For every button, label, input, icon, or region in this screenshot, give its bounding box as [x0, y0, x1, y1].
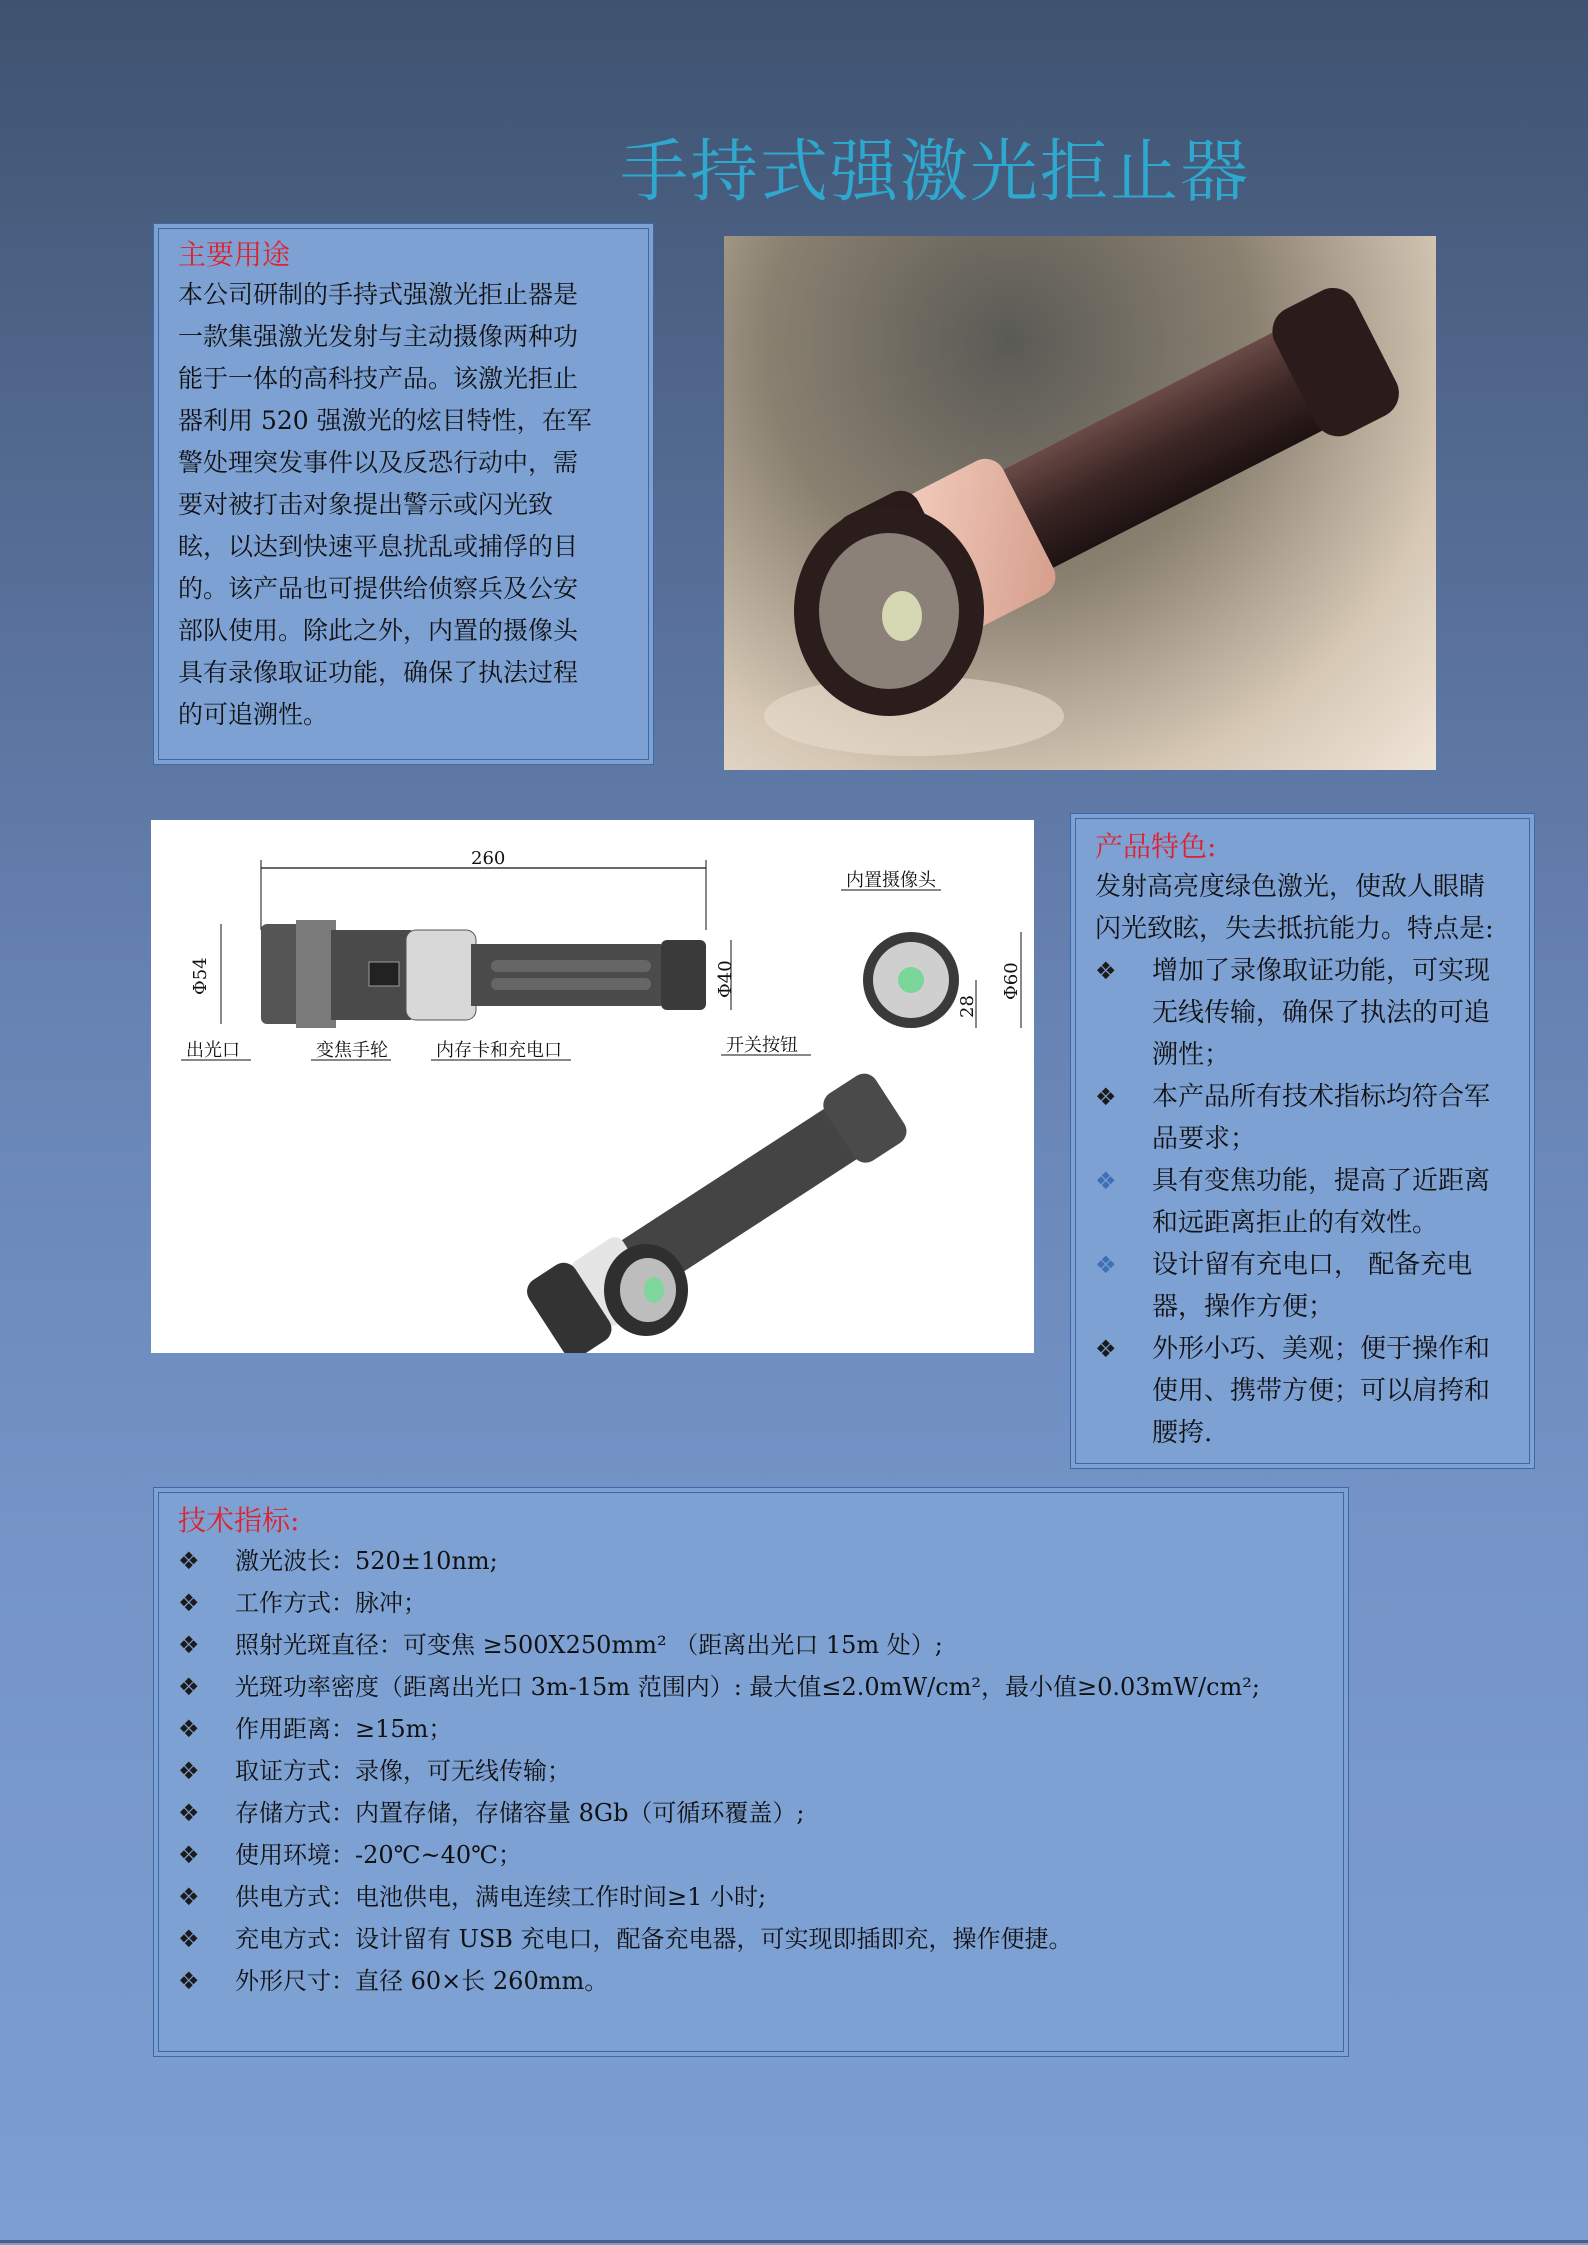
usage-line: 的。该产品也可提供给侦察兵及公安	[178, 574, 579, 603]
dim-d60-label: Φ60	[1001, 962, 1022, 1000]
dimension-drawing	[151, 820, 1034, 1353]
usage-line: 具有录像取证功能，确保了执法过程	[178, 658, 579, 687]
flashlight-photo-image	[724, 236, 1436, 770]
label-camera: 内置摄像头	[846, 870, 936, 891]
diamond-bullet-icon: ❖	[178, 1631, 200, 1659]
feature-item	[1095, 1244, 1512, 1328]
diamond-bullet-icon: ❖	[178, 1799, 200, 1827]
spec-text: 充电方式：设计留有 USB 充电口，配备充电器，可实现即插即充，操作便捷。	[235, 1925, 1073, 1953]
usage-panel	[153, 223, 654, 765]
feature-text: 设计留有充电口， 配备充电器，操作方便；	[1152, 1250, 1473, 1322]
diamond-bullet-icon: ❖	[1095, 1083, 1117, 1111]
dim-length-label: 260	[471, 848, 506, 869]
spec-item	[178, 1960, 1326, 2002]
usage-line: 一款集强激光发射与主动摄像两种功	[178, 322, 579, 351]
spec-item	[178, 1918, 1326, 1960]
usage-body	[178, 274, 635, 736]
label-switch-button: 开关按钮	[726, 1035, 798, 1056]
feature-item	[1095, 1328, 1512, 1454]
label-card-port: 内存卡和充电口	[436, 1040, 562, 1061]
diamond-bullet-icon: ❖	[178, 1967, 200, 1995]
feature-item	[1095, 950, 1512, 1076]
features-intro-line: 闪光致眩，失去抵抗能力。特点是:	[1095, 914, 1494, 944]
label-zoom-wheel: 变焦手轮	[316, 1040, 388, 1061]
spec-text: 光斑功率密度（距离出光口 3m-15m 范围内）: 最大值≤2.0mW/cm²，最小值≥0.03mW/cm²;	[235, 1673, 1260, 1701]
product-photo	[724, 236, 1436, 770]
diamond-bullet-icon: ❖	[1095, 1167, 1117, 1195]
features-panel	[1070, 813, 1535, 1469]
label-outlet: 出光口	[186, 1040, 240, 1061]
spec-text: 存储方式：内置存储，存储容量 8Gb（可循环覆盖）;	[235, 1799, 805, 1827]
specs-heading: 技术指标:	[178, 1504, 300, 1537]
diamond-bullet-icon: ❖	[178, 1715, 200, 1743]
feature-text: 本产品所有技术指标均符合军品要求；	[1152, 1082, 1491, 1154]
diamond-bullet-icon: ❖	[178, 1883, 200, 1911]
dim-d40-label: Φ40	[715, 960, 736, 998]
feature-text: 增加了录像取证功能，可实现无线传输，确保了执法的可追溯性；	[1152, 956, 1491, 1070]
spec-item	[178, 1750, 1326, 1792]
features-intro-line: 发射高亮度绿色激光，使敌人眼睛	[1095, 872, 1486, 902]
page-bottom-line	[0, 2240, 1588, 2243]
usage-heading: 主要用途	[178, 238, 291, 271]
spec-text: 工作方式：脉冲；	[235, 1589, 427, 1617]
diamond-bullet-icon: ❖	[178, 1589, 200, 1617]
diamond-bullet-icon: ❖	[178, 1757, 200, 1785]
spec-text: 供电方式：电池供电，满电连续工作时间≥1 小时;	[235, 1883, 767, 1911]
usage-line: 本公司研制的手持式强激光拒止器是	[178, 280, 579, 309]
features-intro	[1095, 866, 1512, 950]
spec-text: 作用距离：≥15m；	[235, 1715, 453, 1743]
diamond-bullet-icon: ❖	[178, 1841, 200, 1869]
spec-item	[178, 1624, 1326, 1666]
diamond-bullet-icon: ❖	[1095, 1251, 1117, 1279]
page-title: 手持式强激光拒止器	[620, 133, 1251, 212]
dim-d54-label: Φ54	[190, 957, 211, 995]
usage-line: 要对被打击对象提出警示或闪光致	[178, 490, 554, 519]
spec-text: 照射光斑直径：可变焦 ≥500X250mm² （距离出光口 15m 处）;	[235, 1631, 943, 1659]
usage-line: 器利用 520 强激光的炫目特性，在军	[178, 406, 592, 435]
spec-text: 取证方式：录像，可无线传输；	[235, 1757, 571, 1785]
feature-text: 具有变焦功能，提高了近距离和远距离拒止的有效性。	[1152, 1166, 1491, 1238]
spec-item	[178, 1876, 1326, 1918]
technical-drawing	[151, 820, 1034, 1353]
usage-line: 眩，以达到快速平息扰乱或捕俘的目	[178, 532, 579, 561]
spec-item	[178, 1666, 1326, 1708]
usage-line: 警处理突发事件以及反恐行动中，需	[178, 448, 579, 477]
features-heading: 产品特色:	[1095, 830, 1217, 863]
diamond-bullet-icon: ❖	[178, 1673, 200, 1701]
diamond-bullet-icon: ❖	[1095, 957, 1117, 985]
specs-list	[178, 1540, 1326, 2002]
usage-line: 部队使用。除此之外，内置的摄像头	[178, 616, 579, 645]
spec-text: 激光波长：520±10nm;	[235, 1547, 498, 1575]
spec-text: 使用环境：-20℃~40℃；	[235, 1841, 522, 1869]
feature-text: 外形小巧、美观；便于操作和使用、携带方便；可以肩挎和腰挎.	[1152, 1334, 1491, 1448]
spec-item	[178, 1582, 1326, 1624]
features-list	[1095, 950, 1512, 1454]
spec-item	[178, 1708, 1326, 1750]
feature-item	[1095, 1160, 1512, 1244]
spec-text: 外形尺寸：直径 60×长 260mm。	[235, 1967, 609, 1995]
feature-item	[1095, 1076, 1512, 1160]
usage-line: 能于一体的高科技产品。该激光拒止	[178, 364, 579, 393]
dim-28-label: 28	[957, 995, 978, 1018]
diamond-bullet-icon: ❖	[178, 1547, 200, 1575]
spec-item	[178, 1834, 1326, 1876]
spec-item	[178, 1792, 1326, 1834]
diamond-bullet-icon: ❖	[1095, 1335, 1117, 1363]
specs-panel	[153, 1487, 1349, 2057]
usage-line: 的可追溯性。	[178, 700, 329, 729]
spec-item	[178, 1540, 1326, 1582]
diamond-bullet-icon: ❖	[178, 1925, 200, 1953]
